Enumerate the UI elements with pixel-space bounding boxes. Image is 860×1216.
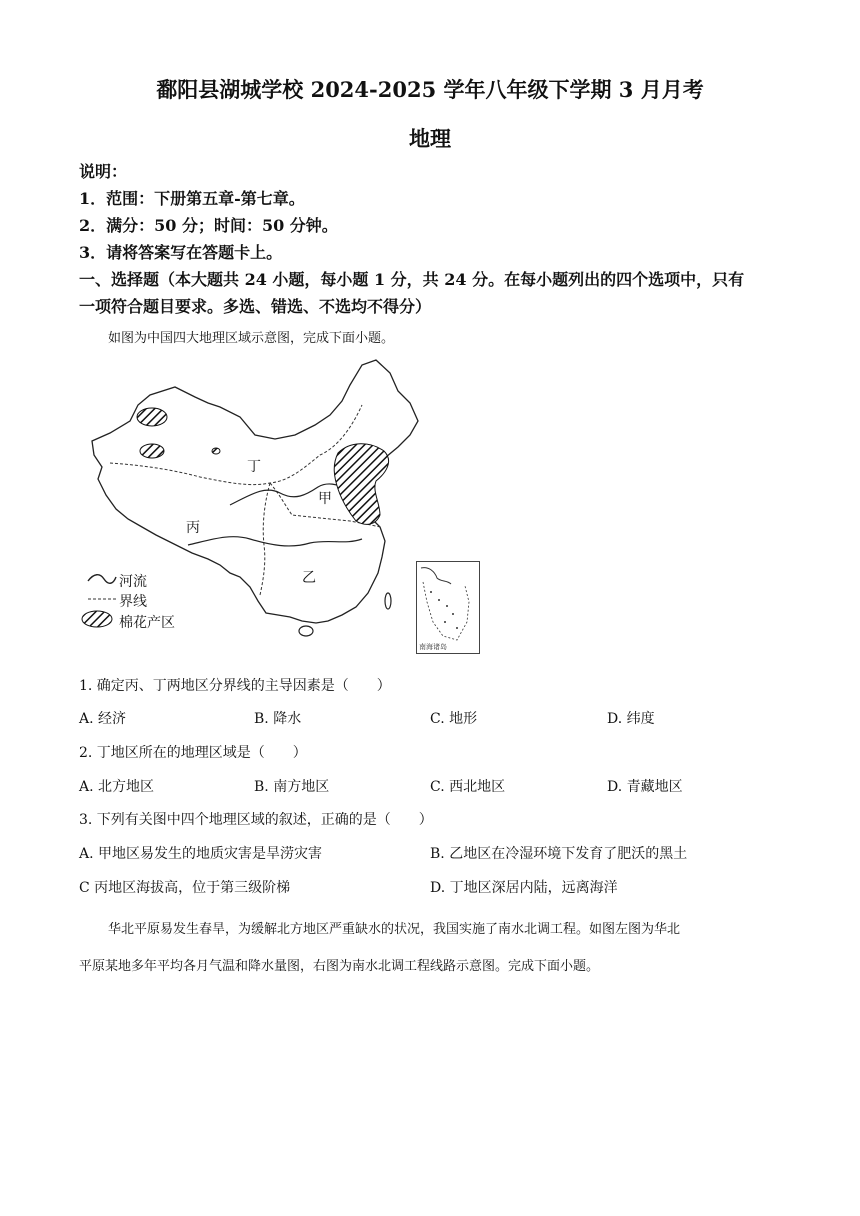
instructions-heading: 说明： [79, 162, 128, 181]
inset-island-dot [456, 627, 458, 629]
instruction-item: 3．请将答案写在答题卡上。 [79, 243, 283, 262]
region-label-jia: 甲 [318, 491, 332, 507]
question-3-stem: 3. 下列有关图中四个地理区域的叙述，正确的是（ ） [79, 812, 433, 828]
question-3-option-a[interactable]: A. 甲地区易发生的地质灾害是旱涝灾害 [79, 846, 323, 862]
question-1-option-c[interactable]: C. 地形 [430, 711, 478, 727]
question-2-option-d[interactable]: D. 青藏地区 [607, 779, 683, 795]
region-label-ding: 丁 [247, 459, 261, 475]
inset-island-dot [430, 591, 432, 593]
legend-river-label: 河流 [119, 574, 147, 590]
question-group-intro: 如图为中国四大地理区域示意图，完成下面小题。 [108, 331, 395, 346]
section-heading-line1: 一、选择题（本大题共 24 小题，每小题 1 分，共 24 分。在每小题列出的四个选项中，只有 [79, 270, 745, 289]
question-2-option-c[interactable]: C. 西北地区 [430, 779, 506, 795]
question-3-option-c[interactable]: C 丙地区海拔高，位于第三级阶梯 [79, 880, 291, 896]
inset-boundary [423, 582, 469, 640]
question-3-option-d[interactable]: D. 丁地区深居内陆，远离海洋 [430, 880, 618, 896]
question-group-2-intro-line2: 平原某地多年平均各月气温和降水量图，右图为南水北调工程线路示意图。完成下面小题。 [79, 959, 600, 974]
region-label-yi: 乙 [302, 570, 316, 586]
question-1-option-b[interactable]: B. 降水 [254, 711, 302, 727]
legend-river-symbol [88, 575, 116, 584]
inset-island-dot [438, 599, 440, 601]
legend-boundary-label: 界线 [119, 594, 147, 610]
boundary-line [260, 483, 270, 595]
hainan-island [299, 626, 313, 636]
river-line [230, 484, 350, 505]
question-1-option-d[interactable]: D. 纬度 [607, 711, 655, 727]
legend-cotton-label: 棉花产区 [119, 615, 175, 631]
region-label-bing: 丙 [186, 520, 200, 536]
instruction-item: 1．范围：下册第五章-第七章。 [79, 189, 305, 208]
question-2-option-b[interactable]: B. 南方地区 [254, 779, 330, 795]
question-3-option-b[interactable]: B. 乙地区在冷湿环境下发育了肥沃的黑土 [430, 846, 688, 862]
cotton-region [334, 444, 388, 525]
cotton-region [212, 448, 220, 454]
exam-title: 鄱阳县湖城学校 2024-2025 学年八年级下学期 3 月月考 [156, 77, 704, 102]
south-china-sea-inset [416, 561, 480, 654]
question-2-stem: 2. 丁地区所在的地理区域是（ ） [79, 745, 307, 761]
exam-subject: 地理 [409, 126, 451, 151]
question-1-option-a[interactable]: A. 经济 [79, 711, 127, 727]
inset-coastline [421, 568, 451, 584]
inset-label: 南海诸岛 [419, 643, 447, 651]
instruction-item: 2．满分：50 分；时间：50 分钟。 [79, 216, 338, 235]
inset-map-graphic [417, 562, 479, 653]
section-heading-line2: 一项符合题目要求。多选、错选、不选均不得分） [79, 297, 432, 316]
river-line [188, 537, 362, 546]
question-group-2-intro-line1: 华北平原易发生春旱，为缓解北方地区严重缺水的状况，我国实施了南水北调工程。如图左图为华北 [108, 922, 681, 937]
question-2-option-a[interactable]: A. 北方地区 [79, 779, 155, 795]
inset-island-dot [452, 613, 454, 615]
taiwan-island [385, 593, 391, 609]
inset-island-dot [444, 621, 446, 623]
inset-island-dot [446, 605, 448, 607]
cotton-region [140, 444, 164, 458]
cotton-region [137, 408, 167, 426]
legend-cotton-symbol [82, 611, 112, 627]
question-1-stem: 1. 确定丙、丁两地区分界线的主导因素是（ ） [79, 678, 391, 694]
